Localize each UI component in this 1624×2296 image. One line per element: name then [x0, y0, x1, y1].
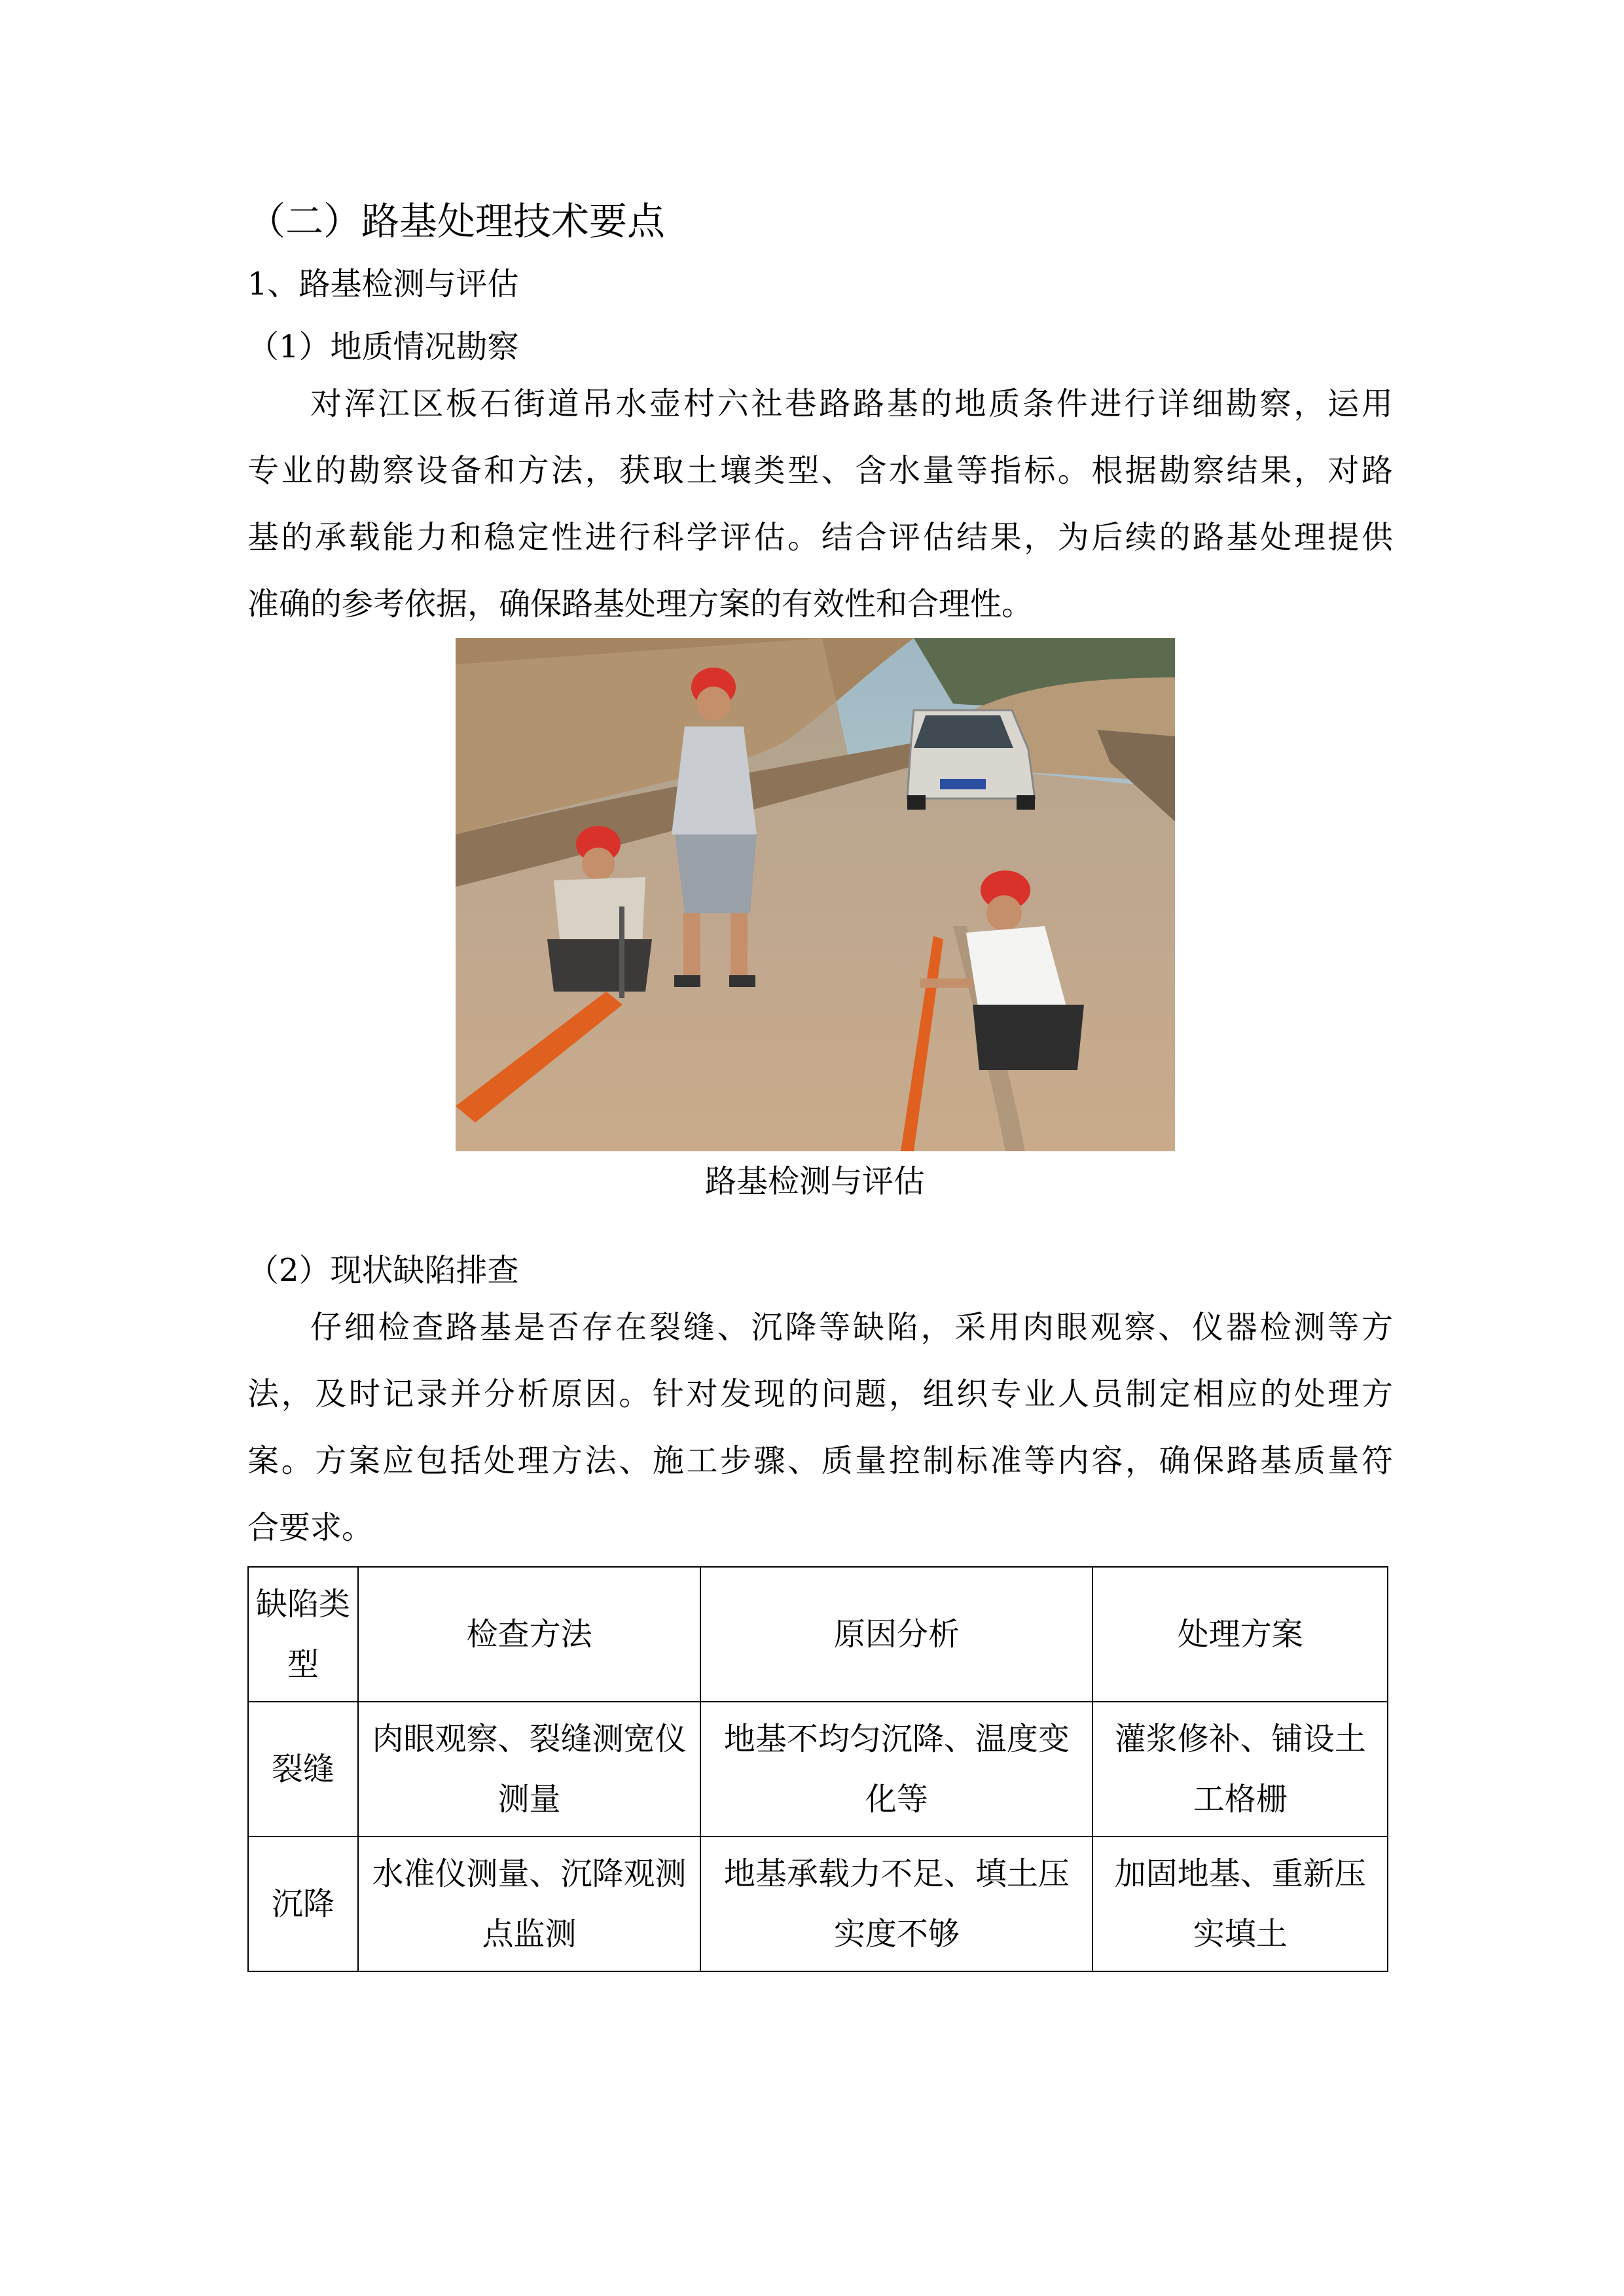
- item1-heading: （1）地质情况勘察: [247, 329, 519, 365]
- table-cell: 地基承载力不足、填土压 实度不够: [700, 1837, 1092, 1971]
- table-cell: 灌浆修补、铺设土 工格栅: [1092, 1702, 1388, 1837]
- table-row: [248, 1702, 1388, 1837]
- paragraph-line: 法，及时记录并分析原因。针对发现的问题，组织专业人员制定相应的处理方: [247, 1376, 1393, 1412]
- item2-heading: （2）现状缺陷排查: [247, 1252, 519, 1289]
- section-heading: （二）路基处理技术要点: [247, 199, 666, 243]
- paragraph-line: 案。方案应包括处理方法、施工步骤、质量控制标准等内容，确保路基质量符: [247, 1443, 1393, 1479]
- paragraph-line: 专业的勘察设备和方法，获取土壤类型、含水量等指标。根据勘察结果，对路: [247, 452, 1393, 489]
- paragraph-line: 合要求。: [247, 1509, 374, 1546]
- car-icon: [907, 710, 1035, 810]
- table-cell: 沉降: [248, 1837, 358, 1971]
- header-treatment-plan: 处理方案: [1092, 1567, 1388, 1702]
- figure-caption: 路基检测与评估: [704, 1163, 925, 1200]
- paragraph-line: 仔细检查路基是否存在裂缝、沉降等缺陷，采用肉眼观察、仪器检测等方: [310, 1309, 1393, 1346]
- table-cell: 水准仪测量、沉降观测 点监测: [358, 1837, 700, 1971]
- table-header-row: [248, 1567, 1388, 1702]
- header-defect-type: 缺陷类 型: [248, 1567, 358, 1702]
- paragraph-line: 基的承载能力和稳定性进行科学评估。结合评估结果，为后续的路基处理提供: [247, 519, 1393, 556]
- table-cell: 加固地基、重新压 实填土: [1092, 1837, 1388, 1971]
- table-cell: 地基不均匀沉降、温度变 化等: [700, 1702, 1092, 1837]
- item2-paragraph: [247, 1294, 1393, 1561]
- paragraph-line: 对浑江区板石街道吊水壶村六社巷路路基的地质条件进行详细勘察，运用: [310, 386, 1393, 422]
- roadbed-inspection-photo: [456, 638, 1175, 1151]
- table-row: [248, 1837, 1388, 1971]
- item1-paragraph: [247, 370, 1393, 637]
- header-cause-analysis: 原因分析: [700, 1567, 1092, 1702]
- table-cell: 肉眼观察、裂缝测宽仪 测量: [358, 1702, 700, 1837]
- defect-table: [247, 1566, 1388, 1972]
- subsection-heading: 1、路基检测与评估: [247, 266, 519, 302]
- paragraph-line: 准确的参考依据，确保路基处理方案的有效性和合理性。: [247, 586, 1034, 622]
- table-cell: 裂缝: [248, 1702, 358, 1837]
- header-inspection-method: 检查方法: [358, 1567, 700, 1702]
